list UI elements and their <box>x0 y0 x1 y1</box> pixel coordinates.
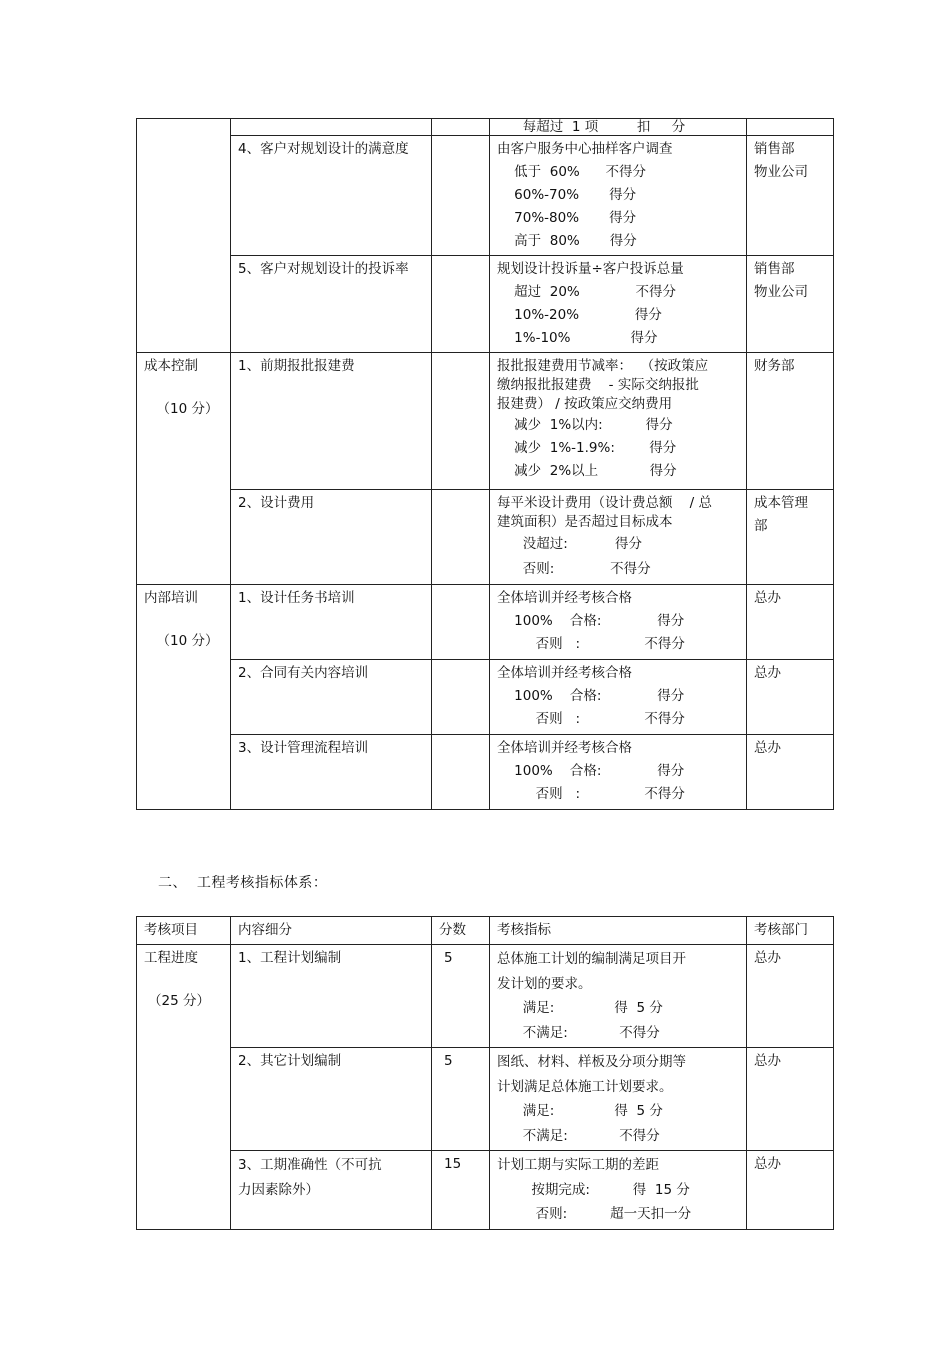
indicator-line: 减少 1%-1.9%: 得分 <box>497 440 677 456</box>
indicator-line: 报批报建费用节减率： （按政策应 <box>497 358 709 374</box>
indicator-cell <box>490 256 747 353</box>
indicator-cell <box>490 136 747 256</box>
score-cell <box>432 256 490 353</box>
score-cell <box>432 119 490 136</box>
dept-cell <box>747 119 834 136</box>
indicator-line: 发计划的要求。 <box>497 975 592 992</box>
content-line: 3、工期准确性（不可抗 <box>238 1157 382 1173</box>
indicator-line: 计划满足总体施工计划要求。 <box>497 1078 673 1095</box>
table-row <box>137 660 834 735</box>
dept-line: 部 <box>754 518 768 534</box>
indicator-line: 否则 : 不得分 <box>497 786 685 802</box>
group-name: 内部培训 <box>144 590 198 606</box>
content-cell: 5、客户对规划设计的投诉率 <box>231 256 432 353</box>
score-cell <box>432 660 490 735</box>
group-name: 成本控制 <box>144 358 198 374</box>
dept-cell <box>747 136 834 256</box>
dept-line: 总办 <box>754 665 781 681</box>
group-cell <box>137 945 231 1230</box>
indicator-line: 缴纳报批报建费 - 实际交纳报批 <box>497 377 699 393</box>
dept-cell <box>747 660 834 735</box>
dept-cell <box>747 1151 834 1230</box>
group-name: 工程进度 <box>144 950 198 966</box>
indicator-line: 满足: 得 5 分 <box>497 1000 663 1016</box>
table-row <box>137 1151 834 1230</box>
indicator-cell <box>490 1048 747 1151</box>
group-cell <box>137 119 231 353</box>
content-line: 力因素除外） <box>238 1182 319 1198</box>
dept-line: 总办 <box>754 740 781 756</box>
dept-line: 财务部 <box>754 358 795 374</box>
indicator-line: 否则 : 不得分 <box>497 711 685 727</box>
dept-line: 物业公司 <box>754 164 808 180</box>
spacer <box>144 378 223 398</box>
section-heading: 二、 工程考核指标体系： <box>158 875 328 891</box>
table-row <box>137 136 834 256</box>
content-cell: 1、设计任务书培训 <box>231 585 432 660</box>
dept-line: 物业公司 <box>754 284 808 300</box>
indicator-line: 没超过: 得分 <box>497 536 642 552</box>
indicator-line: 全体培训并经考核合格 <box>497 740 632 756</box>
indicator-cell <box>490 945 747 1048</box>
table-header-row <box>137 917 834 945</box>
dept-cell <box>747 256 834 353</box>
indicator-line: 建筑面积）是否超过目标成本 <box>497 514 673 530</box>
indicator-line: 满足: 得 5 分 <box>497 1103 663 1119</box>
indicator-line: 每超过 1 项 扣 分 <box>497 119 686 135</box>
dept-cell <box>747 490 834 585</box>
indicator-line: 100% 合格: 得分 <box>497 613 685 629</box>
engineering-assessment-table <box>136 916 834 1230</box>
content-cell: 3、设计管理流程培训 <box>231 735 432 810</box>
indicator-line: 否则: 不得分 <box>497 561 651 577</box>
dept-line: 销售部 <box>754 261 795 277</box>
indicator-cell <box>490 119 747 136</box>
indicator-line: 图纸、材料、样板及分项分期等 <box>497 1054 686 1070</box>
dept-line: 总办 <box>754 1053 781 1069</box>
indicator-line: 报建费） / 按政策应交纳费用 <box>497 396 673 412</box>
header-cell: 考核项目 <box>137 917 231 945</box>
dept-cell <box>747 735 834 810</box>
table-row <box>137 735 834 810</box>
dept-line: 总办 <box>754 590 781 606</box>
dept-cell <box>747 585 834 660</box>
content-cell <box>231 1151 432 1230</box>
indicator-line: 高于 80% 得分 <box>497 233 637 249</box>
dept-cell <box>747 1048 834 1151</box>
spacer <box>144 610 223 630</box>
group-cell <box>137 353 231 585</box>
header-cell: 考核指标 <box>490 917 747 945</box>
indicator-line: 减少 1%以内: 得分 <box>497 417 673 433</box>
indicator-line: 10%-20% 得分 <box>497 307 662 323</box>
indicator-line: 70%-80% 得分 <box>497 210 637 226</box>
table-row <box>137 256 834 353</box>
group-cell <box>137 585 231 810</box>
indicator-line: 减少 2%以上 得分 <box>497 463 677 479</box>
group-score: （10 分） <box>156 633 219 649</box>
header-cell: 考核部门 <box>747 917 834 945</box>
indicator-line: 规划设计投诉量÷客户投诉总量 <box>497 261 684 277</box>
score-cell <box>432 735 490 810</box>
score-cell <box>432 136 490 256</box>
indicator-line: 全体培训并经考核合格 <box>497 665 632 681</box>
content-cell <box>231 119 432 136</box>
indicator-line: 超过 20% 不得分 <box>497 284 677 300</box>
dept-line: 成本管理 <box>754 495 808 511</box>
table-row <box>137 490 834 585</box>
content-cell: 2、合同有关内容培训 <box>231 660 432 735</box>
dept-line: 销售部 <box>754 141 795 157</box>
indicator-line: 否则 : 不得分 <box>497 636 685 652</box>
score-cell <box>432 353 490 490</box>
content-cell: 4、客户对规划设计的满意度 <box>231 136 432 256</box>
content-cell: 1、前期报批报建费 <box>231 353 432 490</box>
table-row <box>137 119 834 136</box>
indicator-line: 按期完成: 得 15 分 <box>497 1181 690 1198</box>
indicator-line: 否则: 超一天扣一分 <box>497 1206 692 1222</box>
score-cell: 5 <box>432 945 490 1048</box>
indicator-cell <box>490 1151 747 1230</box>
indicator-line: 不满足: 不得分 <box>497 1024 660 1041</box>
indicator-cell <box>490 735 747 810</box>
indicator-line: 低于 60% 不得分 <box>497 164 647 180</box>
indicator-line: 总体施工计划的编制满足项目开 <box>497 951 686 967</box>
indicator-cell <box>490 585 747 660</box>
content-cell <box>231 1048 432 1151</box>
indicator-line: 计划工期与实际工期的差距 <box>497 1157 659 1173</box>
dept-cell <box>747 945 834 1048</box>
indicator-line: 100% 合格: 得分 <box>497 763 685 779</box>
dept-line: 总办 <box>754 950 781 966</box>
table-row <box>137 1048 834 1151</box>
score-cell: 5 <box>432 1048 490 1151</box>
score-cell <box>432 490 490 585</box>
header-cell: 分数 <box>432 917 490 945</box>
group-score: （10 分） <box>156 401 219 417</box>
indicator-line: 1%-10% 得分 <box>497 330 658 346</box>
indicator-line: 全体培训并经考核合格 <box>497 590 632 606</box>
score-cell: 15 <box>432 1151 490 1230</box>
header-cell: 内容细分 <box>231 917 432 945</box>
indicator-cell <box>490 353 747 490</box>
content-cell: 2、设计费用 <box>231 490 432 585</box>
dept-cell <box>747 353 834 490</box>
table-row <box>137 945 834 1048</box>
indicator-cell <box>490 490 747 585</box>
indicator-line: 由客户服务中心抽样客户调查 <box>497 141 673 157</box>
dept-line: 总办 <box>754 1156 781 1172</box>
spacer <box>144 970 223 990</box>
table-row <box>137 353 834 490</box>
group-score: （25 分） <box>148 993 210 1009</box>
content-cell <box>231 945 432 1048</box>
indicator-line: 不满足: 不得分 <box>497 1127 660 1144</box>
content-line: 1、工程计划编制 <box>238 950 342 966</box>
indicator-line: 每平米设计费用（设计费总额 / 总 <box>497 495 713 511</box>
score-cell <box>432 585 490 660</box>
indicator-line: 60%-70% 得分 <box>497 187 637 203</box>
content-line: 2、其它计划编制 <box>238 1053 342 1069</box>
assessment-table-continued <box>136 118 834 810</box>
indicator-line: 100% 合格: 得分 <box>497 688 685 704</box>
table-row <box>137 585 834 660</box>
indicator-cell <box>490 660 747 735</box>
